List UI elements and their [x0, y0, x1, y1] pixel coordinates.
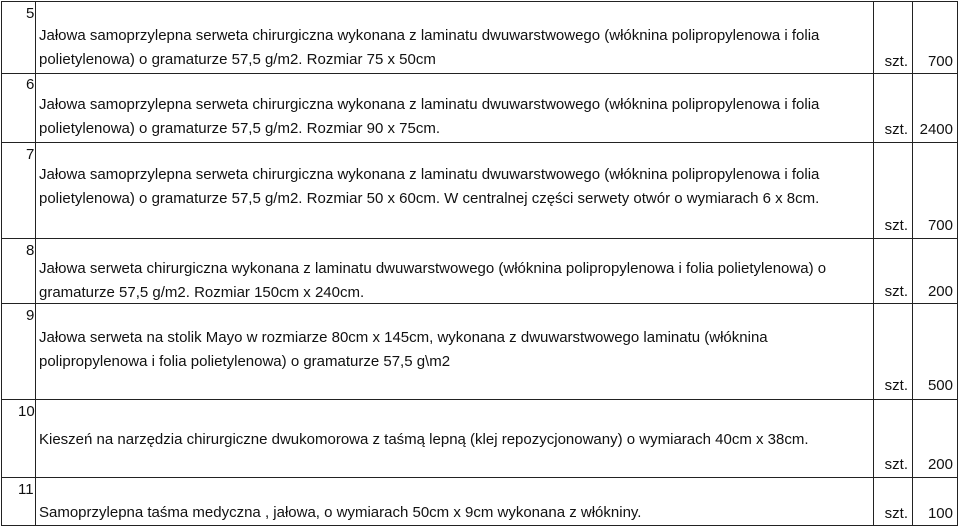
item-quantity: 2400: [919, 121, 953, 138]
description-cell: [35, 2, 874, 73]
row-number-cell: [1, 2, 36, 73]
item-description: Kieszeń na narzędzia chirurgiczne dwukomorowa z taśmą lepną (klej repozycjonowany) o wymiarach 40cm x 38cm.: [39, 431, 809, 448]
table-row: [1, 143, 958, 239]
description-cell: [35, 239, 874, 303]
item-description: Jałowa samoprzylepna serweta chirurgiczna wykonana z laminatu dwuwarstwowego (włóknina polipropylenowa i folia polietylenowa) o gramaturze 57,5 g/m2. Rozmiar 90 x 75cm.: [39, 96, 820, 137]
quantity-cell: [913, 2, 958, 73]
quantity-cell: [913, 239, 958, 303]
description-cell: [35, 73, 874, 142]
row-number-cell: [1, 239, 36, 303]
row-number: 5: [26, 5, 35, 22]
item-quantity: 500: [927, 377, 953, 394]
quantity-cell: [913, 400, 958, 477]
table-row: [1, 73, 958, 143]
row-number-cell: [1, 73, 36, 142]
item-description: Jałowa samoprzylepna serweta chirurgiczna wykonana z laminatu dwuwarstwowego (włóknina polipropylenowa i folia polietylenowa) o gramaturze 57,5 g/m2. Rozmiar 50 x 60cm. W centralnej części serwety otwór o wymiarach 6 x 8cm.: [39, 166, 820, 207]
table-row: [1, 478, 958, 526]
row-number: 8: [26, 242, 35, 259]
row-number: 9: [26, 307, 35, 324]
item-description: Jałowa samoprzylepna serweta chirurgiczna wykonana z laminatu dwuwarstwowego (włóknina polipropylenowa i folia polietylenowa) o gramaturze 57,5 g/m2. Rozmiar 75 x 50cm: [39, 27, 820, 68]
unit-cell: [874, 239, 913, 303]
item-unit: szt.: [884, 505, 908, 522]
quantity-cell: [913, 478, 958, 525]
row-number: 6: [26, 76, 35, 93]
unit-cell: [874, 2, 913, 73]
row-number: 7: [26, 146, 35, 163]
unit-cell: [874, 73, 913, 142]
item-quantity: 100: [927, 505, 953, 522]
quantity-cell: [913, 304, 958, 399]
item-quantity: 200: [927, 456, 953, 473]
description-cell: [35, 304, 874, 399]
table-row: [1, 239, 958, 304]
items-table: [1, 1, 958, 526]
row-number-cell: [1, 478, 36, 525]
description-cell: [35, 478, 874, 525]
item-description: Samoprzylepna taśma medyczna , jałowa, o wymiarach 50cm x 9cm wykonana z włókniny.: [39, 504, 642, 521]
item-description: Jałowa serweta na stolik Mayo w rozmiarze 80cm x 145cm, wykonana z dwuwarstwowego laminatu (włóknina polipropylenowa i folia polietylenowa) o gramaturze 57,5 g\m2: [39, 329, 768, 370]
item-quantity: 700: [927, 53, 953, 70]
item-quantity: 200: [927, 283, 953, 300]
row-number-cell: [1, 400, 36, 477]
item-unit: szt.: [884, 283, 908, 300]
table-row: [1, 1, 958, 74]
row-number-cell: [1, 143, 36, 238]
item-description: Jałowa serweta chirurgiczna wykonana z laminatu dwuwarstwowego (włóknina polipropylenowa i folia polietylenowa) o gramaturze 57,5 g/m2. Rozmiar 150cm x 240cm.: [39, 260, 827, 301]
item-unit: szt.: [884, 377, 908, 394]
quantity-cell: [913, 143, 958, 238]
unit-cell: [874, 478, 913, 525]
row-number-cell: [1, 304, 36, 399]
item-quantity: 700: [927, 217, 953, 234]
table-row: [1, 304, 958, 400]
row-number: 11: [18, 481, 34, 498]
unit-cell: [874, 304, 913, 399]
row-number: 10: [18, 403, 35, 420]
item-unit: szt.: [884, 456, 908, 473]
item-unit: szt.: [884, 53, 908, 70]
item-unit: szt.: [884, 217, 908, 234]
quantity-cell: [913, 73, 958, 142]
unit-cell: [874, 143, 913, 238]
table-row: [1, 400, 958, 478]
item-unit: szt.: [884, 121, 908, 138]
unit-cell: [874, 400, 913, 477]
description-cell: [35, 400, 874, 477]
description-cell: [35, 143, 874, 238]
